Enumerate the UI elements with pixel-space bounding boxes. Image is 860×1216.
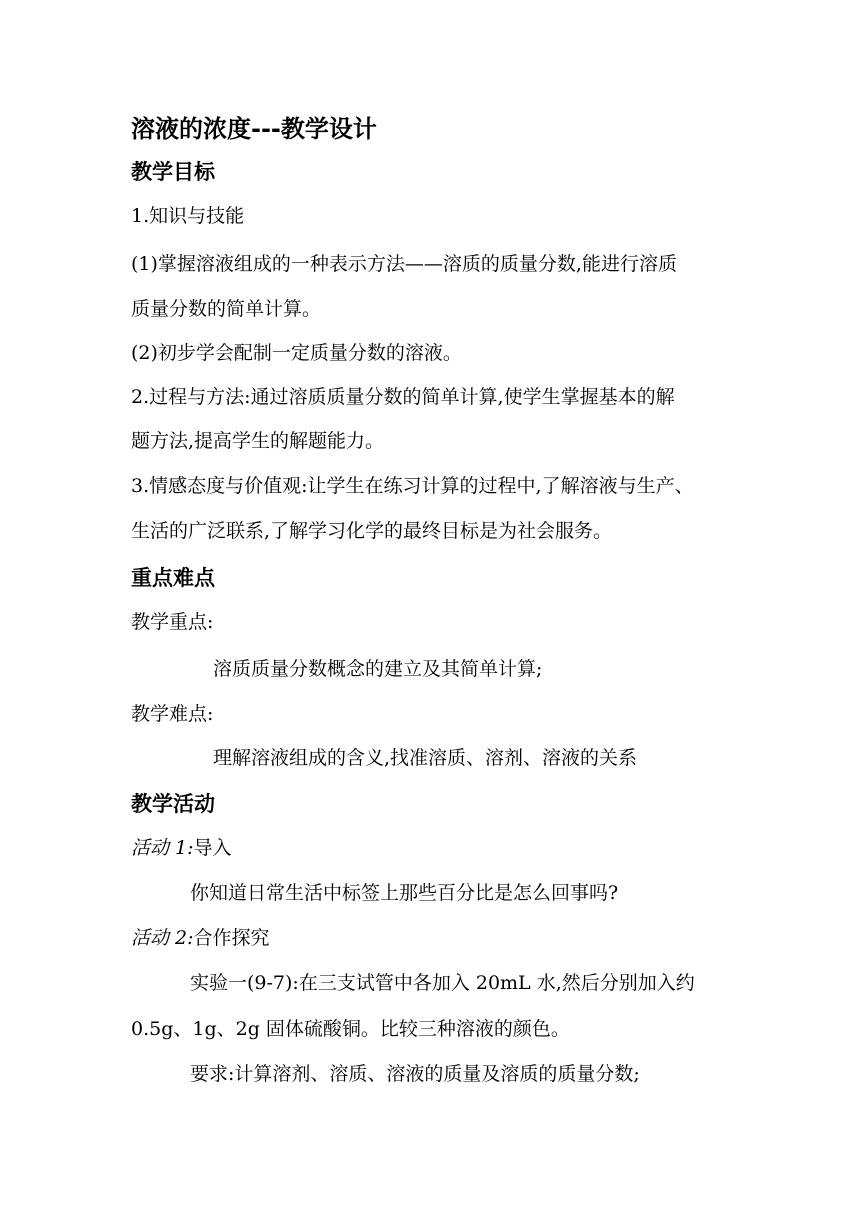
- focus-label: 教学重点:: [131, 611, 214, 633]
- objective-1-label: 1.知识与技能: [131, 205, 245, 227]
- activity-1-title: 导入: [193, 837, 232, 859]
- objective-1-sub1-line2: 质量分数的简单计算。: [131, 298, 322, 320]
- activity-2-text-line2: 0.5g、1g、2g 固体硫酸铜。比较三种溶液的颜色。: [131, 1018, 570, 1040]
- objective-2-line2: 题方法,提高学生的解题能力。: [131, 430, 385, 452]
- objective-2-line1: 2.过程与方法:通过溶质质量分数的简单计算,使学生掌握基本的解: [131, 386, 675, 408]
- objective-3-line1: 3.情感态度与价值观:让学生在练习计算的过程中,了解溶液与生产、: [131, 475, 694, 497]
- difficulty-text: 理解溶液组成的含义,找准溶质、溶剂、溶液的关系: [213, 747, 638, 769]
- objective-1-sub2: (2)初步学会配制一定质量分数的溶液。: [131, 342, 462, 364]
- activity-2-requirement: 要求:计算溶剂、溶质、溶液的质量及溶质的质量分数;: [190, 1063, 640, 1085]
- focus-text: 溶质质量分数概念的建立及其简单计算;: [213, 658, 543, 680]
- document-title: 溶液的浓度---教学设计: [131, 115, 377, 143]
- section-heading-objectives: 教学目标: [131, 160, 215, 184]
- objective-3-line2: 生活的广泛联系,了解学习化学的最终目标是为社会服务。: [131, 520, 613, 542]
- activity-1-text: 你知道日常生活中标签上那些百分比是怎么回事吗?: [190, 882, 619, 904]
- difficulty-label: 教学难点:: [131, 703, 214, 725]
- activity-2-heading: [131, 926, 270, 950]
- section-heading-key-points: 重点难点: [131, 566, 215, 590]
- activity-1-label: 活动 1:: [131, 837, 194, 859]
- activity-1-heading: [131, 836, 232, 860]
- objective-1-sub1-line1: (1)掌握溶液组成的一种表示方法——溶质的质量分数,能进行溶质: [131, 253, 677, 275]
- activity-2-text-line1: 实验一(9-7):在三支试管中各加入 20mL 水,然后分别加入约: [190, 972, 695, 994]
- activity-2-label: 活动 2:: [131, 927, 194, 949]
- activity-2-title: 合作探究: [193, 927, 270, 949]
- section-heading-activities: 教学活动: [131, 792, 215, 816]
